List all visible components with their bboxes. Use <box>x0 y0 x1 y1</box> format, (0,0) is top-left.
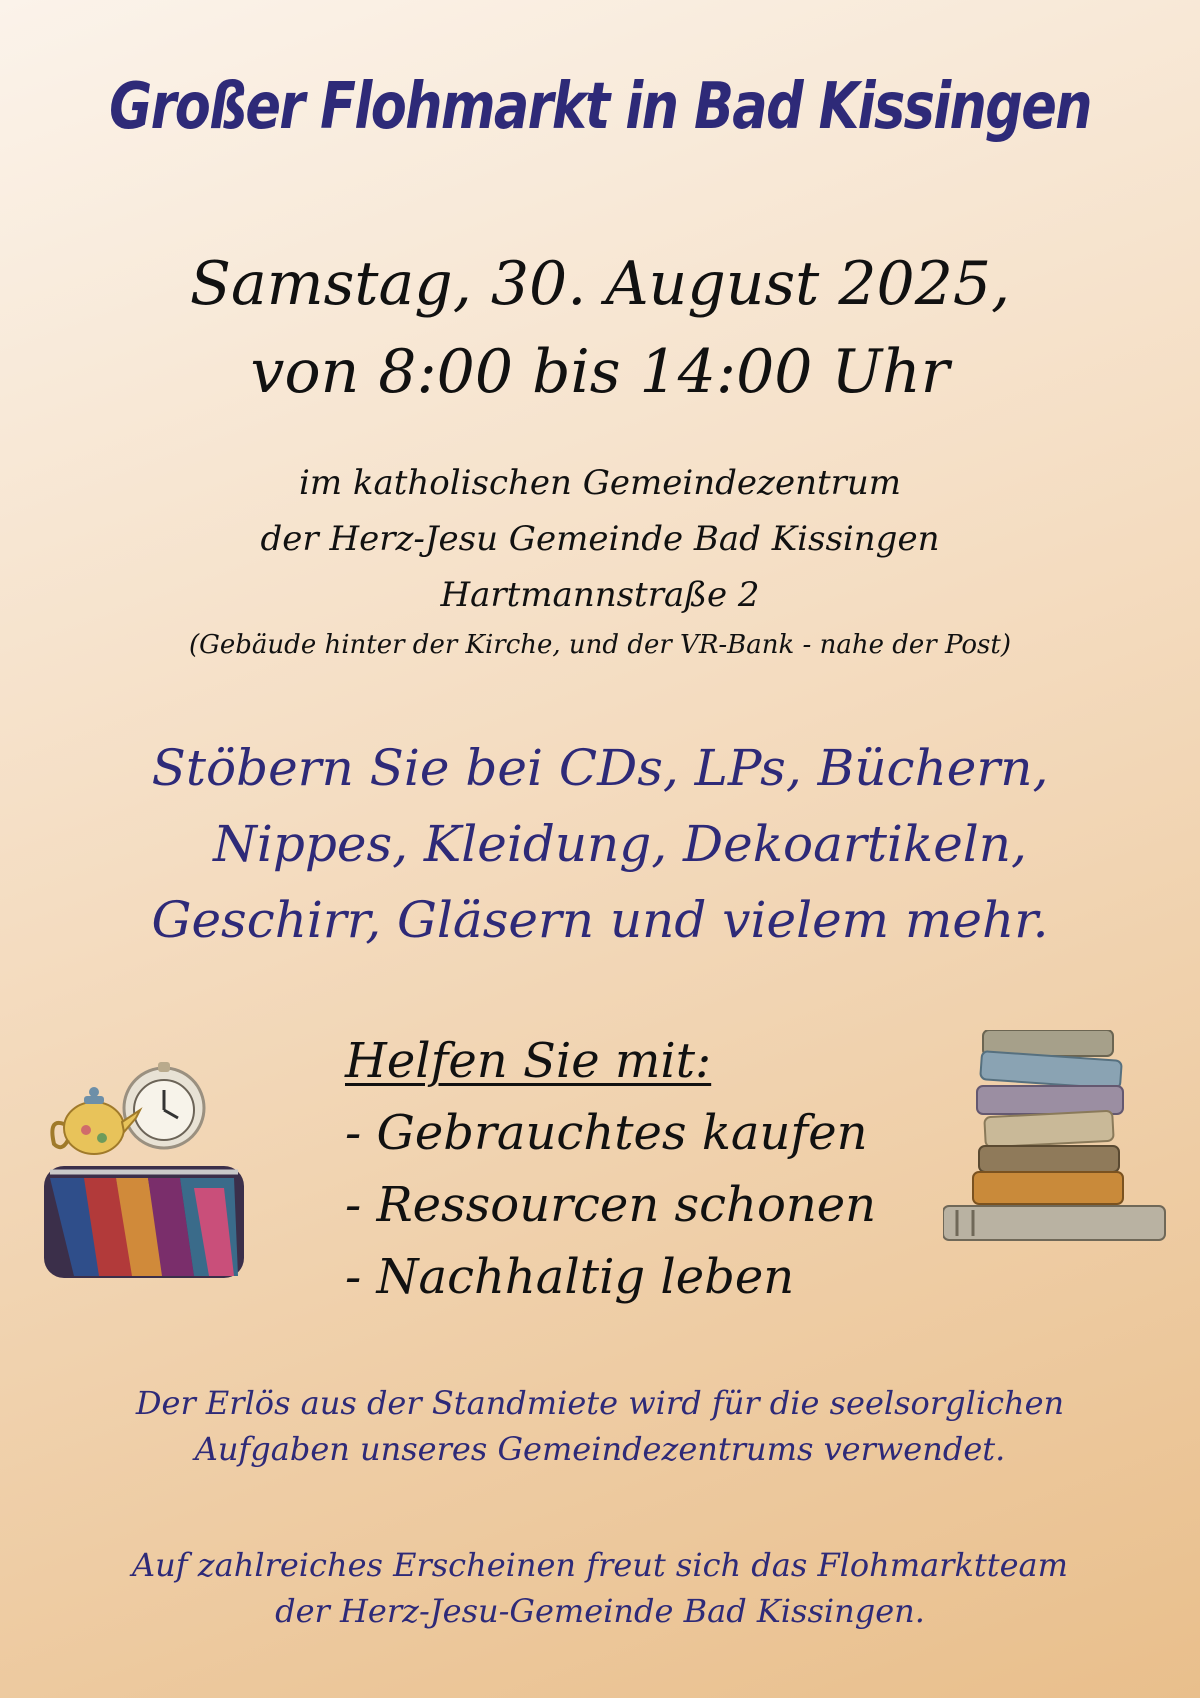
location-street: Hartmannstraße 2 <box>440 575 760 615</box>
event-time-line: von 8:00 bis 14:00 Uhr <box>250 337 950 407</box>
event-date <box>0 240 1200 416</box>
poster-title: Großer Flohmarkt in Bad Kissingen <box>109 70 1091 144</box>
flea-market-clothes-rack-icon <box>44 1048 244 1278</box>
closing-line-1: Auf zahlreiches Erscheinen freut sich das Flohmarktteam <box>132 1546 1068 1584</box>
location-line-2: der Herz-Jesu Gemeinde Bad Kissingen <box>260 519 940 559</box>
book-stack-icon <box>943 1030 1168 1260</box>
event-date-line: Samstag, 30. August 2025, <box>189 249 1011 319</box>
browse-line-2: Nippes, Kleidung, Dekoartikeln, <box>213 815 1027 873</box>
help-list <box>345 1025 905 1313</box>
closing-line-2: der Herz-Jesu-Gemeinde Bad Kissingen. <box>275 1592 925 1630</box>
closing-note <box>0 1542 1200 1634</box>
help-item-2: - Ressourcen schonen <box>345 1177 877 1233</box>
browse-line-1: Stöbern Sie bei CDs, LPs, Büchern, <box>151 739 1049 797</box>
help-heading: Helfen Sie mit: <box>345 1033 712 1089</box>
proceeds-line-1: Der Erlös aus der Standmiete wird für die seelsorglichen <box>135 1384 1065 1422</box>
location-line-1: im katholischen Gemeindezentrum <box>298 463 902 503</box>
event-location <box>0 455 1200 667</box>
browse-items <box>0 730 1200 958</box>
location-note: (Gebäude hinter der Kirche, und der VR-Bank - nahe der Post) <box>188 630 1011 660</box>
browse-line-3: Geschirr, Gläsern und vielem mehr. <box>151 891 1049 949</box>
proceeds-line-2: Aufgaben unseres Gemeindezentrums verwendet. <box>194 1430 1006 1468</box>
help-item-1: - Gebrauchtes kaufen <box>345 1105 868 1161</box>
help-item-3: - Nachhaltig leben <box>345 1249 795 1305</box>
proceeds-note <box>0 1380 1200 1472</box>
